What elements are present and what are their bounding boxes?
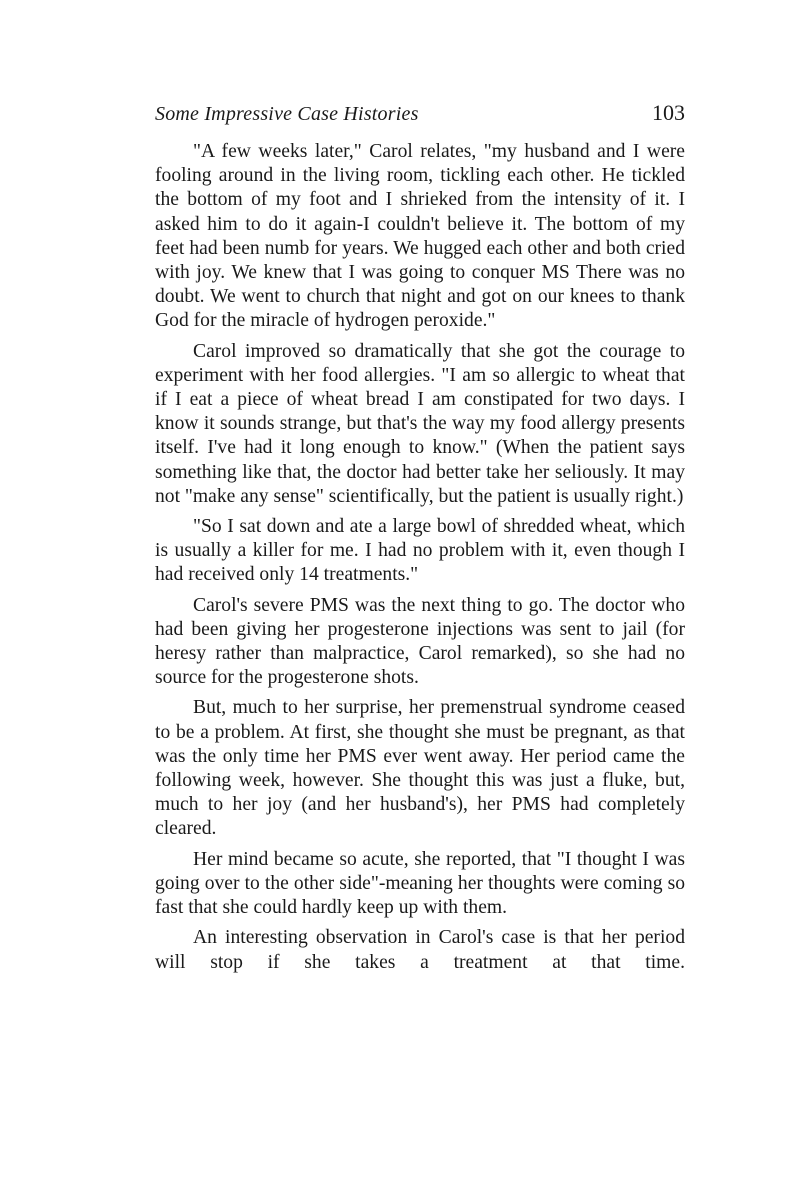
paragraph: Her mind became so acute, she reported, that "I thought I was going over to the other side"-meaning her thoughts were coming so fast that she could hardly keep up with them. bbox=[155, 848, 685, 919]
running-title: Some Impressive Case Histories bbox=[155, 103, 419, 125]
paragraph: "So I sat down and ate a large bowl of shredded wheat, which is usually a killer for me. I had no problem with it, even though I had received only 14 treatments." bbox=[155, 516, 685, 586]
paragraph: But, much to her surprise, her premenstrual syndrome ceased to be a problem. At first, she thought she must be pregnant, as that was the only time her PMS ever went away. Her period came the following week, however. She thought this was just a fluke, but, much to her joy (and her husband's), her PMS had completely cleared. bbox=[155, 697, 685, 840]
body-text bbox=[155, 140, 685, 975]
paragraph: Carol's severe PMS was the next thing to go. The doctor who had been giving her progesterone injections was sent to jail (for heresy rather than malpractice, Carol remarked), so she had no source for the progesterone shots. bbox=[155, 594, 685, 689]
page-number: 103 bbox=[652, 100, 685, 125]
paragraph: An interesting observation in Carol's case is that her period will stop if she takes a treatment at that time. bbox=[155, 927, 685, 973]
running-head bbox=[155, 100, 685, 126]
paragraph: Carol improved so dramatically that she got the courage to experiment with her food allergies. "I am so allergic to wheat that if I eat a piece of wheat bread I am constipated for two days. I know it sounds strange, but that's the way my food allergy presents itself. I've had it long enough to know." (When the patient says something like that, the doctor had better take her seliously. It may not "make any sense" scientifically, but the patient is usually right.) bbox=[155, 340, 685, 507]
paragraph: "A few weeks later," Carol relates, "my husband and I were fooling around in the living room, tickling each other. He tickled the bottom of my foot and I shrieked from the intensity of it. I asked him to do it again-I couldn't believe it. The bottom of my feet had been numb for years. We hugged each other and both cried with joy. We knew that I was going to conquer MS There was no doubt. We went to church that night and got on our knees to thank God for the miracle of hydrogen peroxide." bbox=[155, 141, 685, 332]
book-page bbox=[155, 100, 685, 981]
